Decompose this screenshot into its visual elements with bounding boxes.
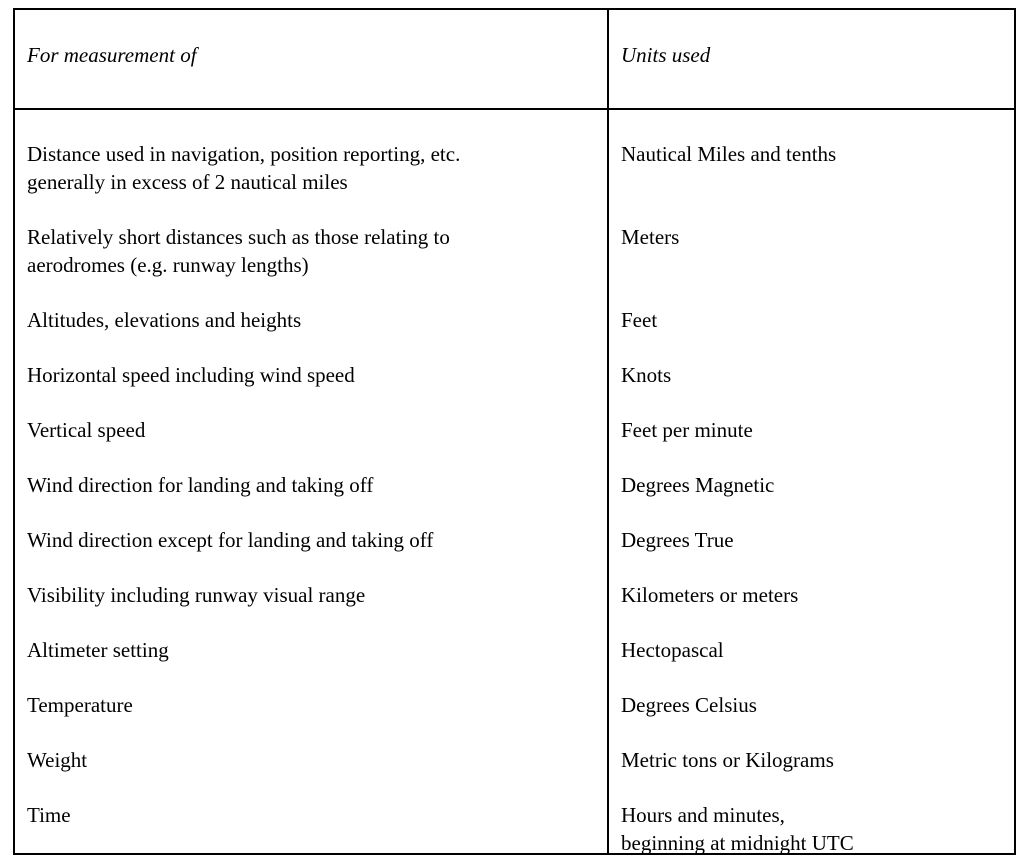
units-cell bbox=[621, 361, 1001, 389]
measurement-cell bbox=[27, 581, 607, 609]
units-cell-line: Degrees True bbox=[621, 528, 734, 552]
units-cell-line: Knots bbox=[621, 363, 672, 387]
table-row bbox=[15, 801, 1014, 855]
measurement-cell bbox=[27, 306, 607, 334]
measurement-cell-line: Temperature bbox=[27, 693, 133, 717]
units-cell bbox=[621, 746, 1001, 774]
table-row bbox=[15, 223, 1014, 279]
table-body bbox=[15, 140, 1014, 856]
measurement-cell bbox=[27, 746, 607, 774]
table-row bbox=[15, 526, 1014, 554]
measurement-cell-line: Horizontal speed including wind speed bbox=[27, 363, 355, 387]
units-cell-line: Metric tons or Kilograms bbox=[621, 748, 834, 772]
units-cell-line: Hours and minutes, bbox=[621, 803, 785, 827]
units-cell bbox=[621, 636, 1001, 664]
units-cell-line: Degrees Magnetic bbox=[621, 473, 775, 497]
table-row bbox=[15, 746, 1014, 774]
table-row bbox=[15, 636, 1014, 664]
units-cell-line: Kilometers or meters bbox=[621, 583, 799, 607]
measurement-cell-line: generally in excess of 2 nautical miles bbox=[27, 170, 348, 194]
table-row bbox=[15, 416, 1014, 444]
header-units: Units used bbox=[621, 43, 711, 67]
table-row bbox=[15, 306, 1014, 334]
units-cell bbox=[621, 140, 1001, 168]
units-cell-line: Degrees Celsius bbox=[621, 693, 757, 717]
units-cell-line: Hectopascal bbox=[621, 638, 724, 662]
units-cell bbox=[621, 471, 1001, 499]
table-row bbox=[15, 581, 1014, 609]
units-cell bbox=[621, 306, 1001, 334]
measurement-cell-line: Weight bbox=[27, 748, 88, 772]
measurement-cell bbox=[27, 526, 607, 554]
measurement-cell-line: Visibility including runway visual range bbox=[27, 583, 366, 607]
measurement-cell bbox=[27, 471, 607, 499]
measurement-cell-line: Wind direction for landing and taking off bbox=[27, 473, 374, 497]
measurement-cell-line: Relatively short distances such as those relating to bbox=[27, 225, 450, 249]
table-row bbox=[15, 140, 1014, 196]
measurement-cell bbox=[27, 223, 607, 279]
table-header bbox=[15, 10, 1014, 110]
measurement-cell-line: Distance used in navigation, position reporting, etc. bbox=[27, 142, 461, 166]
table-row bbox=[15, 471, 1014, 499]
units-cell-line: beginning at midnight UTC bbox=[621, 831, 854, 855]
measurement-cell-line: Time bbox=[27, 803, 71, 827]
measurement-cell bbox=[27, 416, 607, 444]
units-cell-line: Meters bbox=[621, 225, 680, 249]
table-row bbox=[15, 691, 1014, 719]
units-cell-line: Feet bbox=[621, 308, 658, 332]
header-measurement: For measurement of bbox=[27, 43, 197, 67]
measurement-cell-line: Altimeter setting bbox=[27, 638, 169, 662]
measurement-cell bbox=[27, 636, 607, 664]
measurement-cell bbox=[27, 140, 607, 196]
units-table bbox=[13, 8, 1016, 855]
units-cell bbox=[621, 223, 1001, 251]
measurement-cell-line: aerodromes (e.g. runway lengths) bbox=[27, 253, 309, 277]
units-cell-line: Feet per minute bbox=[621, 418, 753, 442]
measurement-cell-line: Altitudes, elevations and heights bbox=[27, 308, 302, 332]
units-cell bbox=[621, 801, 1001, 857]
measurement-cell bbox=[27, 361, 607, 389]
measurement-cell-line: Vertical speed bbox=[27, 418, 146, 442]
units-cell-line: Nautical Miles and tenths bbox=[621, 142, 837, 166]
units-cell bbox=[621, 691, 1001, 719]
table-row bbox=[15, 361, 1014, 389]
measurement-cell-line: Wind direction except for landing and taking off bbox=[27, 528, 434, 552]
units-cell bbox=[621, 526, 1001, 554]
units-cell bbox=[621, 416, 1001, 444]
measurement-cell bbox=[27, 801, 607, 829]
measurement-cell bbox=[27, 691, 607, 719]
units-cell bbox=[621, 581, 1001, 609]
